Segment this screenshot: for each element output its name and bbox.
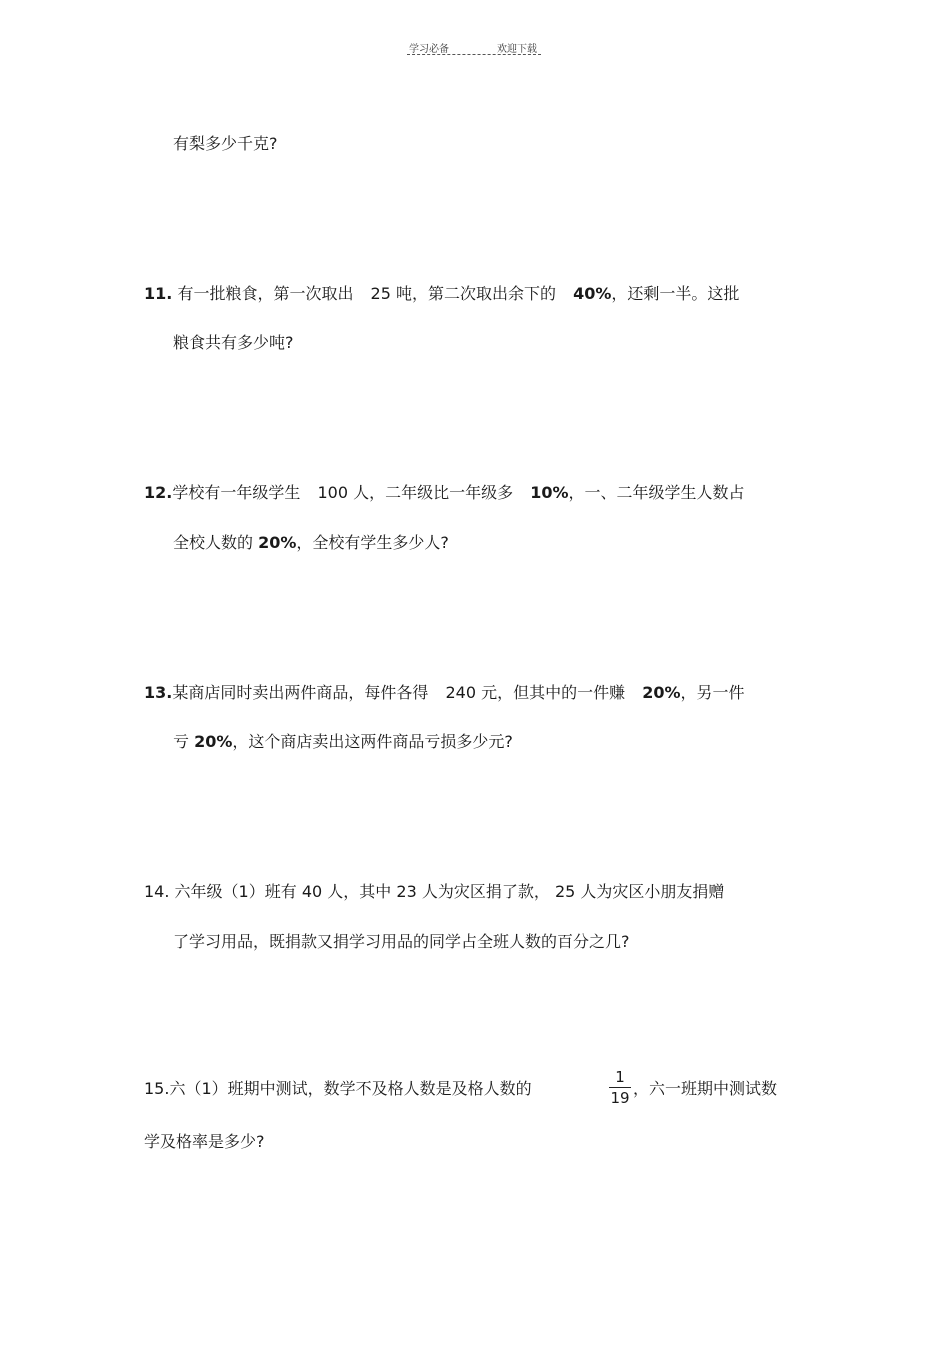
q15-continuation: 学及格率是多少? <box>144 1132 265 1151</box>
q15-text-b: ，六一班期中测试数 <box>633 1079 778 1098</box>
q11-number: 11. <box>144 284 173 303</box>
q14-text-d: 人为灾区小朋友捐赠 <box>580 882 725 901</box>
q13-line1 <box>144 683 745 703</box>
q13-text-e: ，这个商店卖出这两件商品亏损多少元? <box>232 732 513 751</box>
q14-value-1: 40 <box>301 882 323 901</box>
q15-line1 <box>144 1079 532 1099</box>
q13-line2 <box>173 732 513 752</box>
q15-number: 15. <box>144 1079 170 1098</box>
q12-value-1: 100 <box>317 483 348 502</box>
q13-text-a: 某商店同时卖出两件商品，每件各得 <box>172 683 429 702</box>
header-right-text: 欢迎下载 <box>497 44 537 55</box>
q11-value-1: 25 <box>370 284 391 303</box>
q11-continuation: 粮食共有多少吨? <box>173 333 294 352</box>
q11-text-b: 吨，第二次取出余下的 <box>396 284 557 303</box>
q13-number: 13. <box>144 683 173 702</box>
q12-text-b: 人，二年级比一年级多 <box>353 483 514 502</box>
q12-text-e: ，全校有学生多少人? <box>296 533 449 552</box>
q13-value-2: 20% <box>642 683 681 702</box>
q15-text-a: 六（1）班期中测试，数学不及格人数是及格人数的 <box>169 1079 532 1098</box>
q14-value-3: 25 <box>554 882 576 901</box>
q14-text-a: 六年级（1）班有 <box>174 882 297 901</box>
q14-continuation: 了学习用品，既捐款又捐学习用品的同学占全班人数的百分之几? <box>173 932 630 951</box>
q15-fraction-numerator: 1 <box>615 1068 625 1086</box>
q11-text-a: 有一批粮食，第一次取出 <box>177 284 354 303</box>
q12-value-2: 10% <box>530 483 569 502</box>
header-dashed-rule <box>407 54 541 55</box>
q12-text-d: 全校人数的 <box>173 533 254 552</box>
q12-line1 <box>144 483 745 503</box>
q11-value-2: 40% <box>573 284 612 303</box>
q12-line2 <box>173 533 449 553</box>
q12-text-c: ，一、二年级学生人数占 <box>568 483 745 502</box>
q14-line1 <box>144 882 724 902</box>
q14-number: 14. <box>144 882 170 901</box>
q13-value-1: 240 <box>445 683 476 702</box>
q13-text-c: ，另一件 <box>680 683 745 702</box>
q14-value-2: 23 <box>396 882 417 901</box>
q15-fraction-denominator: 19 <box>610 1089 630 1107</box>
q15-fraction-bar <box>609 1087 631 1088</box>
header-left-text: 学习必备 <box>409 44 449 55</box>
q15-fraction <box>609 1068 631 1107</box>
q13-text-b: 元，但其中的一件赚 <box>481 683 626 702</box>
q11-line1 <box>144 284 739 304</box>
q14-text-c: 人为灾区捐了款， <box>421 882 550 901</box>
q10-continuation: 有梨多少千克? <box>173 134 278 153</box>
q12-value-3: 20% <box>258 533 297 552</box>
q12-text-a: 学校有一年级学生 <box>172 483 301 502</box>
q12-number: 12. <box>144 483 173 502</box>
q11-text-c: ，还剩一半。这批 <box>611 284 740 303</box>
q13-value-3: 20% <box>194 732 233 751</box>
page-header <box>407 36 541 56</box>
q14-text-b: 人，其中 <box>327 882 392 901</box>
q13-text-d: 亏 <box>173 732 190 751</box>
